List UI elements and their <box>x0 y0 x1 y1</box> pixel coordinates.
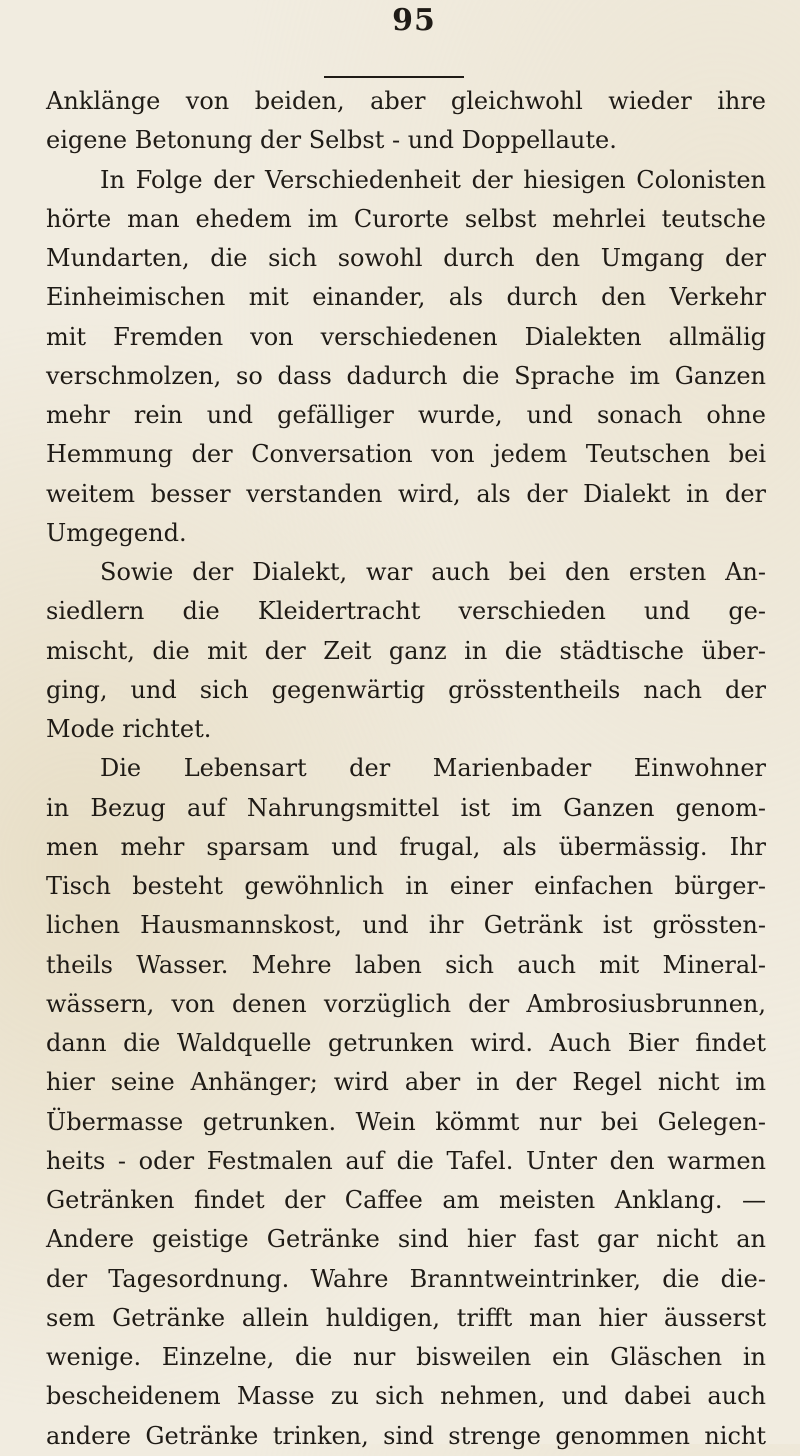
text-line: ging, und sich gegenwärtig grösstentheils nach der <box>46 675 766 704</box>
text-line: dann die Waldquelle getrunken wird. Auch Bier findet <box>46 1029 766 1057</box>
text-line: bescheidenem Masse zu sich nehmen, und dabei auch <box>46 1382 766 1411</box>
text-line: Getränken findet der Caffee am meisten Anklang. — <box>46 1186 766 1214</box>
text-line: hier seine Anhänger; wird aber in der Regel nicht im <box>46 1068 766 1097</box>
text-line: siedlern die Kleidertracht verschieden und ge- <box>46 597 766 626</box>
text-line: Einheimischen mit einander, als durch den Verkehr <box>46 283 766 312</box>
text-line: theils Wasser. Mehre laben sich auch mit Mineral- <box>46 950 766 979</box>
page-number: 95 <box>392 3 436 38</box>
text-line: mit Fremden von verschiedenen Dialekten allmälig <box>46 322 766 351</box>
text-line: in Bezug auf Nahrungsmittel ist im Ganzen genom- <box>46 793 766 822</box>
text-line: Die Lebensart der Marienbader Einwohner <box>100 754 766 783</box>
text-line: der Tagesordnung. Wahre Branntweintrinker, die die- <box>46 1264 766 1293</box>
text-line: sem Getränke allein huldigen, trifft man hier äusserst <box>46 1303 766 1332</box>
text-line: wenige. Einzelne, die nur bisweilen ein Gläschen in <box>46 1343 766 1371</box>
text-line: Tisch besteht gewöhnlich in einer einfachen bürger- <box>46 872 766 900</box>
text-line: Hemmung der Conversation von jedem Teutschen bei <box>46 440 766 469</box>
text-line: mehr rein und gefälliger wurde, und sonach ohne <box>46 401 766 429</box>
body-text <box>46 82 766 1456</box>
text-line: lichen Hausmannskost, und ihr Getränk ist grössten- <box>46 911 766 940</box>
text-line: hörte man ehedem im Curorte selbst mehrlei teutsche <box>46 204 766 233</box>
text-line: men mehr sparsam und frugal, als übermässig. Ihr <box>46 832 766 861</box>
text-line: Übermasse getrunken. Wein kömmt nur bei Gelegen- <box>46 1107 766 1136</box>
text-line: mischt, die mit der Zeit ganz in die städtische über- <box>46 636 766 665</box>
text-line: andere Getränke trinken, sind strenge genommen nicht <box>46 1421 766 1450</box>
text-line: Mode richtet. <box>46 715 212 743</box>
text-line: verschmolzen, so dass dadurch die Sprache im Ganzen <box>46 361 766 390</box>
text-line: eigene Betonung der Selbst - und Doppellaute. <box>46 126 617 155</box>
header-rule <box>324 76 464 78</box>
text-line: Anklänge von beiden, aber gleichwohl wieder ihre <box>46 87 766 115</box>
text-line: wässern, von denen vorzüglich der Ambrosiusbrunnen, <box>46 989 766 1018</box>
text-line: weitem besser verstanden wird, als der Dialekt in der <box>46 479 766 508</box>
text-line: In Folge der Verschiedenheit der hiesigen Colonisten <box>100 165 766 194</box>
text-line: heits - oder Festmalen auf die Tafel. Unter den warmen <box>46 1146 766 1175</box>
text-line: Sowie der Dialekt, war auch bei den ersten An- <box>100 558 766 586</box>
text-line: Mundarten, die sich sowohl durch den Umgang der <box>46 244 766 272</box>
text-line: Andere geistige Getränke sind hier fast gar nicht an <box>46 1225 766 1254</box>
text-line: Umgegend. <box>46 518 187 547</box>
